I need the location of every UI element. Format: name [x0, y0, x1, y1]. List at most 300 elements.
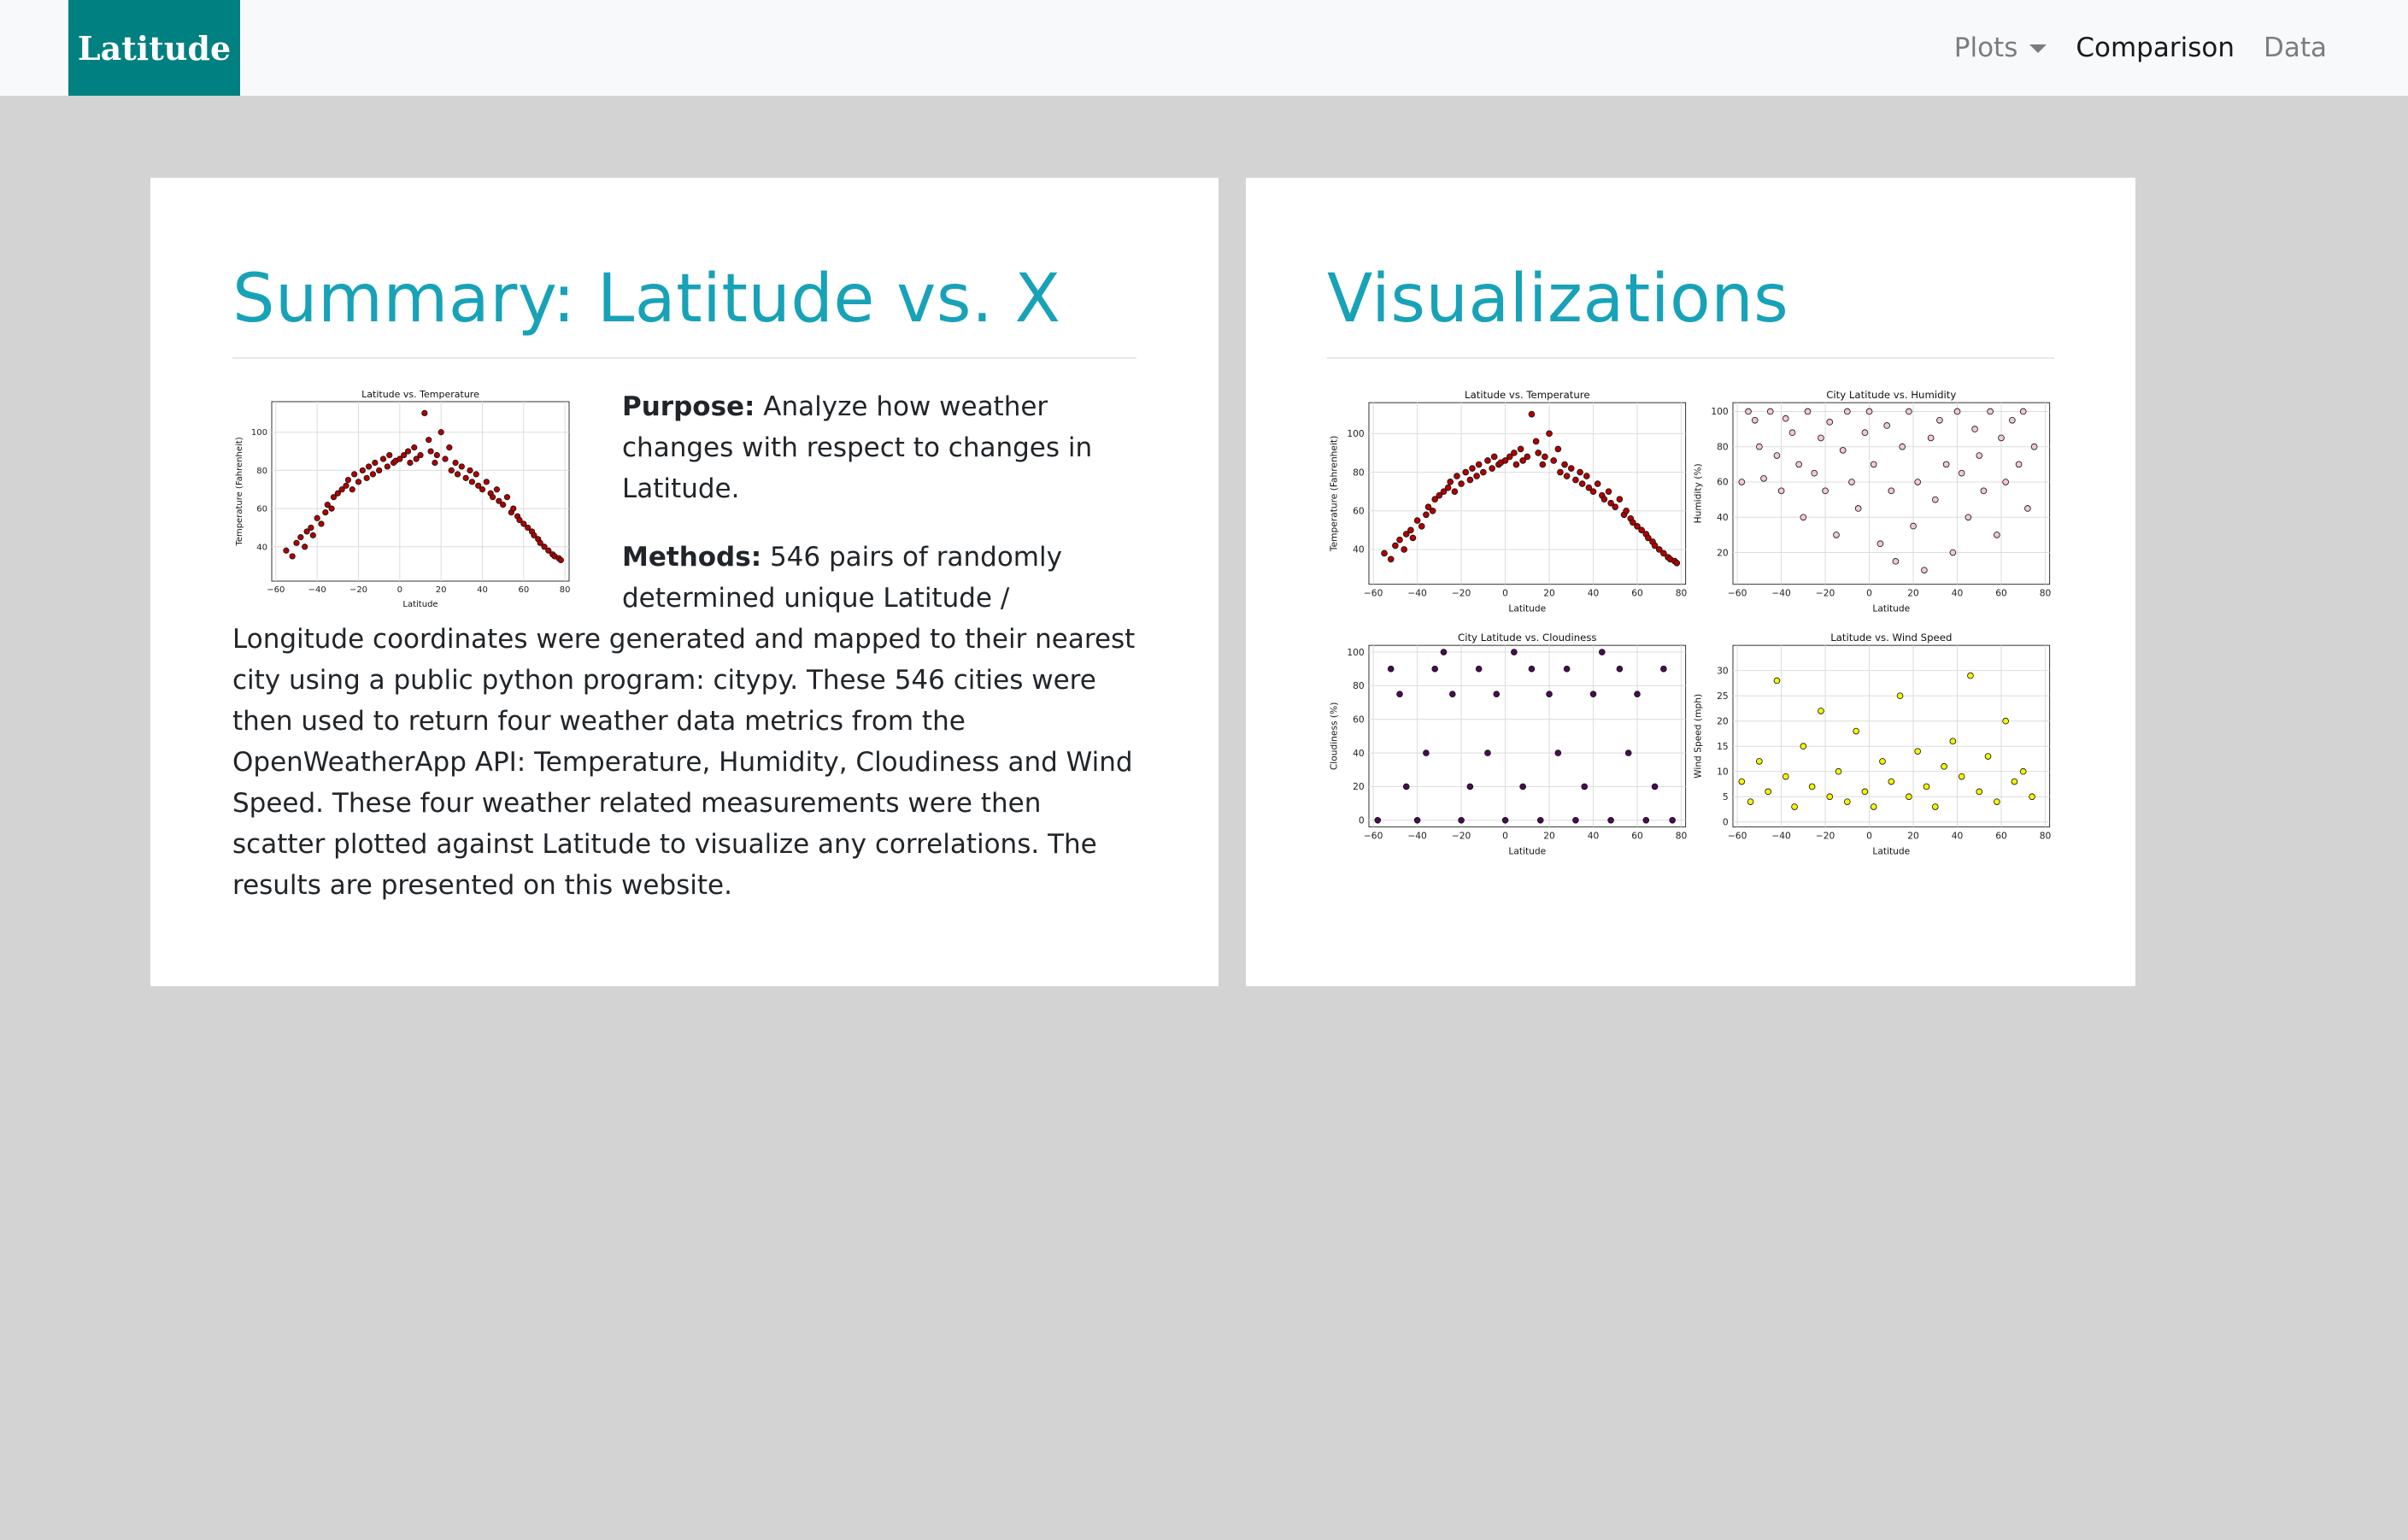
data-point	[1906, 793, 1912, 799]
data-point	[319, 520, 324, 526]
x-tick-label: −40	[308, 585, 326, 595]
summary-title: Summary: Latitude vs. X	[232, 261, 1061, 338]
viz-plot-temperature[interactable]	[1327, 386, 1691, 617]
cloudiness-thumb-chart	[1327, 629, 1691, 860]
data-point	[434, 452, 439, 457]
data-point	[1635, 691, 1641, 697]
viz-plot-wind-speed[interactable]	[1691, 629, 2055, 860]
data-point	[1537, 817, 1543, 823]
data-point	[1756, 444, 1762, 450]
data-point	[408, 460, 413, 465]
data-point	[2020, 409, 2026, 414]
data-point	[443, 456, 448, 461]
x-tick-label: 0	[1866, 587, 1872, 599]
y-tick-label: 60	[256, 504, 267, 514]
data-point	[1414, 517, 1420, 523]
data-point	[1449, 691, 1455, 697]
x-tick-label: −60	[1363, 587, 1383, 599]
data-point	[2031, 444, 2037, 450]
y-tick-label: 20	[1717, 546, 1729, 558]
data-point	[1410, 535, 1416, 541]
plot-area	[1733, 645, 2050, 826]
data-point	[1746, 409, 1752, 414]
data-point	[1448, 479, 1454, 485]
y-tick-label: 40	[1353, 747, 1365, 759]
data-point	[449, 467, 454, 473]
data-point	[1467, 477, 1473, 483]
data-point	[1941, 763, 1947, 769]
data-point	[1624, 508, 1630, 514]
x-tick-label: −60	[267, 585, 285, 595]
data-point	[1494, 691, 1500, 697]
data-point	[1582, 784, 1588, 790]
methods-label: Methods:	[622, 541, 762, 573]
data-point	[1463, 469, 1469, 475]
x-axis-label: Latitude	[1508, 845, 1547, 857]
data-point	[1812, 470, 1818, 476]
data-point	[1562, 461, 1568, 467]
data-point	[1502, 817, 1508, 823]
data-point	[1401, 546, 1407, 552]
data-point	[1761, 475, 1767, 481]
data-point	[1789, 429, 1795, 435]
data-point	[351, 471, 356, 476]
data-point	[1959, 470, 1965, 476]
y-tick-label: 60	[1717, 476, 1729, 488]
data-point	[1792, 803, 1798, 809]
y-tick-label: 100	[250, 427, 267, 438]
data-point	[494, 486, 499, 491]
data-point	[1617, 666, 1623, 672]
data-point	[1452, 488, 1458, 494]
data-point	[1583, 473, 1589, 479]
y-tick-label: 5	[1722, 791, 1729, 802]
data-point	[2020, 768, 2026, 774]
data-point	[1533, 438, 1539, 444]
data-point	[1595, 480, 1600, 486]
data-point	[1937, 417, 1943, 423]
data-point	[1999, 435, 2005, 441]
y-tick-label: 15	[1717, 740, 1729, 752]
data-point	[426, 437, 431, 442]
data-point	[1459, 817, 1465, 823]
data-point	[1988, 409, 1994, 414]
y-axis-label: Humidity (%)	[1692, 462, 1704, 524]
data-point	[1414, 817, 1420, 823]
data-point	[1827, 419, 1833, 425]
temperature-thumb-chart	[1327, 386, 1691, 617]
data-point	[1844, 409, 1850, 414]
data-point	[1840, 447, 1846, 453]
x-tick-label: 20	[1543, 830, 1555, 842]
y-tick-label: 30	[1717, 665, 1729, 677]
x-tick-label: 80	[2039, 587, 2052, 599]
visualizations-card	[1246, 178, 2135, 986]
x-tick-label: 0	[1502, 587, 1508, 599]
x-axis-label: Latitude	[1872, 602, 1911, 614]
nav-comparison[interactable]: Comparison	[2076, 32, 2235, 63]
data-point	[418, 452, 423, 457]
data-point	[1774, 452, 1780, 458]
x-axis-label: Latitude	[1872, 845, 1911, 857]
x-axis-label: Latitude	[1508, 602, 1547, 614]
data-point	[1608, 817, 1614, 823]
data-point	[1674, 560, 1680, 566]
data-point	[1423, 749, 1429, 755]
nav-links	[1954, 0, 2327, 96]
data-point	[1853, 728, 1859, 734]
y-tick-label: 0	[1722, 816, 1729, 828]
x-tick-label: 60	[518, 585, 530, 595]
data-point	[1445, 485, 1451, 491]
data-point	[459, 463, 464, 468]
data-point	[1965, 514, 1971, 520]
data-point	[1403, 784, 1409, 790]
data-point	[1976, 789, 1982, 795]
data-point	[344, 483, 349, 488]
x-tick-label: 0	[396, 585, 403, 595]
data-point	[447, 444, 452, 450]
data-point	[1407, 527, 1413, 533]
data-point	[290, 553, 295, 558]
data-point	[1511, 450, 1517, 456]
data-point	[1577, 469, 1583, 475]
data-point	[1511, 649, 1517, 655]
data-point	[463, 475, 468, 480]
data-point	[1564, 473, 1570, 479]
data-point	[455, 471, 460, 476]
data-point	[1476, 666, 1482, 672]
data-point	[1418, 523, 1424, 529]
data-point	[1994, 798, 2000, 804]
x-tick-label: 40	[1587, 587, 1600, 599]
data-point	[1862, 789, 1868, 795]
data-point	[1474, 473, 1480, 479]
chart-title: City Latitude vs. Humidity	[1826, 388, 1957, 401]
x-tick-label: 20	[1907, 587, 1919, 599]
data-point	[2016, 461, 2022, 467]
chart-title: City Latitude vs. Cloudiness	[1458, 631, 1597, 644]
x-tick-label: −40	[1407, 830, 1427, 842]
x-tick-label: −20	[1815, 587, 1835, 599]
data-point	[1518, 446, 1524, 452]
data-point	[1871, 803, 1876, 809]
data-point	[1855, 505, 1861, 511]
y-tick-label: 80	[1353, 466, 1365, 478]
visualizations-title: Visualizations	[1327, 261, 1789, 338]
data-point	[1540, 461, 1546, 467]
data-point	[294, 540, 299, 545]
data-point	[1375, 817, 1381, 823]
x-tick-label: 20	[435, 585, 447, 595]
data-point	[1485, 749, 1491, 755]
data-point	[284, 548, 289, 553]
data-point	[1601, 496, 1607, 502]
y-tick-label: 80	[1353, 679, 1365, 691]
data-point	[1866, 409, 1872, 414]
data-point	[1660, 666, 1666, 672]
summary-divider	[232, 357, 1136, 359]
data-point	[1480, 469, 1486, 475]
x-tick-label: 20	[1907, 830, 1919, 842]
visualizations-divider	[1327, 357, 2054, 359]
data-point	[1573, 477, 1579, 483]
x-tick-label: −20	[1815, 830, 1835, 842]
data-point	[1397, 691, 1403, 697]
data-point	[1800, 514, 1806, 520]
data-point	[1778, 488, 1784, 494]
data-point	[1573, 817, 1579, 823]
y-tick-label: 100	[1347, 427, 1365, 439]
plot-area	[1369, 403, 1686, 584]
data-point	[1767, 409, 1773, 414]
data-point	[1818, 435, 1824, 441]
data-point	[1670, 817, 1676, 823]
y-tick-label: 20	[1353, 780, 1365, 792]
y-tick-label: 100	[1711, 405, 1729, 417]
data-point	[1765, 789, 1771, 795]
data-point	[1476, 461, 1482, 467]
navbar	[0, 0, 2408, 96]
data-point	[1491, 454, 1497, 460]
data-point	[490, 494, 495, 499]
data-point	[1454, 473, 1460, 479]
data-point	[2003, 479, 2009, 485]
data-point	[1893, 558, 1899, 564]
data-point	[1968, 673, 1974, 679]
data-point	[1774, 678, 1780, 684]
data-point	[1599, 649, 1605, 655]
data-point	[1932, 497, 1938, 503]
x-tick-label: 60	[1631, 830, 1643, 842]
data-point	[1652, 784, 1658, 790]
data-point	[1800, 743, 1806, 749]
data-point	[1888, 488, 1894, 494]
x-tick-label: 40	[1951, 587, 1964, 599]
data-point	[1985, 753, 1991, 759]
x-tick-label: −40	[1771, 587, 1791, 599]
data-point	[467, 467, 473, 473]
data-point	[1818, 708, 1824, 714]
data-point	[1739, 479, 1745, 485]
data-point	[1430, 508, 1436, 514]
data-point	[373, 460, 378, 465]
nav-plots-dropdown[interactable]	[1954, 32, 2047, 63]
nav-data[interactable]: Data	[2263, 32, 2327, 63]
y-tick-label: 25	[1717, 690, 1729, 702]
data-point	[2003, 718, 2009, 724]
data-point	[1835, 768, 1841, 774]
x-tick-label: 60	[1995, 587, 2007, 599]
data-point	[1590, 691, 1596, 697]
data-point	[2029, 793, 2035, 799]
data-point	[511, 506, 516, 511]
y-tick-label: 40	[1717, 511, 1729, 523]
x-tick-label: 80	[2039, 830, 2052, 842]
summary-plot-temperature[interactable]	[232, 386, 574, 612]
data-point	[1871, 461, 1876, 467]
purpose-label: Purpose:	[622, 391, 755, 422]
data-point	[1805, 409, 1811, 414]
data-point	[1547, 691, 1553, 697]
data-point	[1834, 532, 1840, 538]
data-point	[2012, 779, 2017, 785]
chart-title: Latitude vs. Temperature	[361, 388, 479, 400]
data-point	[1459, 480, 1465, 486]
data-point	[422, 410, 427, 415]
data-point	[1397, 537, 1403, 543]
data-point	[1911, 523, 1917, 529]
chart-title: Latitude vs. Wind Speed	[1830, 631, 1953, 644]
y-axis-label: Wind Speed (mph)	[1692, 693, 1704, 779]
data-point	[1950, 738, 1956, 744]
data-point	[1994, 532, 2000, 538]
x-tick-label: 40	[1587, 830, 1600, 842]
caret-down-icon	[2029, 44, 2047, 53]
data-point	[1524, 454, 1530, 460]
x-tick-label: −20	[349, 585, 368, 595]
data-point	[1950, 550, 1956, 555]
data-point	[370, 471, 375, 476]
y-axis-label: Temperature (Fahrenheit)	[1328, 435, 1340, 551]
summary-card	[150, 178, 1219, 986]
x-tick-label: −60	[1727, 587, 1747, 599]
x-tick-label: −20	[1451, 587, 1471, 599]
data-point	[1423, 511, 1429, 517]
humidity-thumb-chart	[1691, 386, 2055, 617]
y-tick-label: 80	[256, 466, 267, 476]
x-axis-label: Latitude	[402, 599, 438, 609]
data-point	[1625, 749, 1631, 755]
data-point	[1557, 469, 1563, 475]
data-point	[329, 506, 334, 511]
data-point	[1972, 426, 1978, 432]
data-point	[1579, 480, 1585, 486]
data-point	[1823, 488, 1829, 494]
x-tick-label: 60	[1995, 830, 2007, 842]
data-point	[1783, 415, 1788, 421]
plot-area	[1369, 645, 1686, 826]
data-point	[1590, 488, 1596, 494]
data-point	[1756, 758, 1762, 764]
x-tick-label: −40	[1407, 587, 1427, 599]
data-point	[1877, 540, 1883, 546]
data-point	[1976, 452, 1982, 458]
data-point	[500, 502, 505, 507]
data-point	[1392, 543, 1398, 549]
data-point	[1862, 429, 1868, 435]
data-point	[1915, 479, 1921, 485]
data-point	[1739, 779, 1745, 785]
data-point	[1900, 444, 1906, 450]
nav-plots-label: Plots	[1953, 32, 2018, 63]
data-point	[1441, 649, 1447, 655]
data-point	[1489, 465, 1495, 471]
data-point	[1513, 461, 1519, 467]
data-point	[323, 509, 328, 514]
data-point	[1888, 779, 1894, 785]
data-point	[1897, 692, 1903, 698]
x-tick-label: 80	[559, 585, 571, 595]
viz-plot-humidity[interactable]	[1691, 386, 2055, 617]
data-point	[1555, 446, 1561, 452]
data-point	[1880, 758, 1886, 764]
y-axis-label: Cloudiness (%)	[1328, 702, 1340, 770]
data-point	[376, 467, 381, 473]
data-point	[484, 479, 489, 484]
data-point	[385, 463, 390, 468]
data-point	[1612, 503, 1618, 509]
data-point	[405, 448, 410, 453]
brand-link[interactable]: Latitude	[68, 0, 240, 96]
data-point	[558, 557, 563, 562]
data-point	[1844, 798, 1850, 804]
data-point	[1568, 465, 1574, 471]
data-point	[469, 479, 474, 484]
data-point	[1529, 411, 1535, 417]
data-point	[355, 479, 361, 484]
y-tick-label: 0	[1358, 814, 1365, 826]
data-point	[1921, 567, 1927, 573]
methods-text: 546 pairs of randomly determined unique Latitude / Longitude coordinates were generated and mapped to their nearest city using a public python program: citypy. These 546 cities were then used to return four weather data metrics from the OpenWeatherApp API: Temperature, Humidity, Cloudiness and Wind Speed. These four weather related measurements were then scatter plotted against Latitude to visualize any correlations. The results are presented on this website.	[232, 541, 1136, 901]
y-tick-label: 60	[1353, 714, 1365, 726]
data-point	[1542, 454, 1548, 460]
x-tick-label: 0	[1866, 830, 1872, 842]
data-point	[1923, 784, 1929, 790]
x-tick-label: −20	[1451, 830, 1471, 842]
data-point	[387, 452, 392, 457]
data-point	[2009, 417, 2015, 423]
data-point	[1827, 793, 1833, 799]
data-point	[1747, 798, 1753, 804]
x-tick-label: 80	[1675, 830, 1688, 842]
data-point	[473, 471, 479, 476]
data-point	[1849, 479, 1855, 485]
y-tick-label: 20	[1717, 715, 1729, 727]
data-point	[298, 534, 303, 539]
data-point	[504, 494, 509, 499]
x-tick-label: −60	[1363, 830, 1383, 842]
data-point	[1906, 409, 1912, 414]
purpose-text: Analyze how weather changes with respect to changes in Latitude.	[622, 391, 1093, 504]
data-point	[1959, 773, 1965, 779]
viz-plot-cloudiness[interactable]	[1327, 629, 1691, 860]
data-point	[1932, 803, 1938, 809]
data-point	[453, 460, 458, 465]
data-point	[1536, 450, 1542, 456]
data-point	[1551, 457, 1557, 463]
y-tick-label: 60	[1353, 505, 1365, 517]
x-tick-label: 40	[1951, 830, 1964, 842]
data-point	[432, 460, 438, 465]
data-point	[302, 544, 307, 549]
data-point	[1564, 666, 1570, 672]
data-point	[412, 444, 417, 450]
data-point	[1954, 409, 1960, 414]
data-point	[438, 429, 443, 434]
wind-speed-thumb-chart	[1691, 629, 2055, 860]
data-point	[1643, 817, 1649, 823]
data-point	[1981, 488, 1987, 494]
y-tick-label: 100	[1347, 646, 1365, 658]
data-point	[1752, 417, 1758, 423]
x-tick-label: 0	[1502, 830, 1508, 842]
y-axis-label: Temperature (Fahrenheit)	[235, 436, 244, 546]
x-tick-label: −60	[1727, 830, 1747, 842]
data-point	[479, 486, 485, 491]
data-point	[1485, 457, 1491, 463]
data-point	[345, 477, 350, 482]
